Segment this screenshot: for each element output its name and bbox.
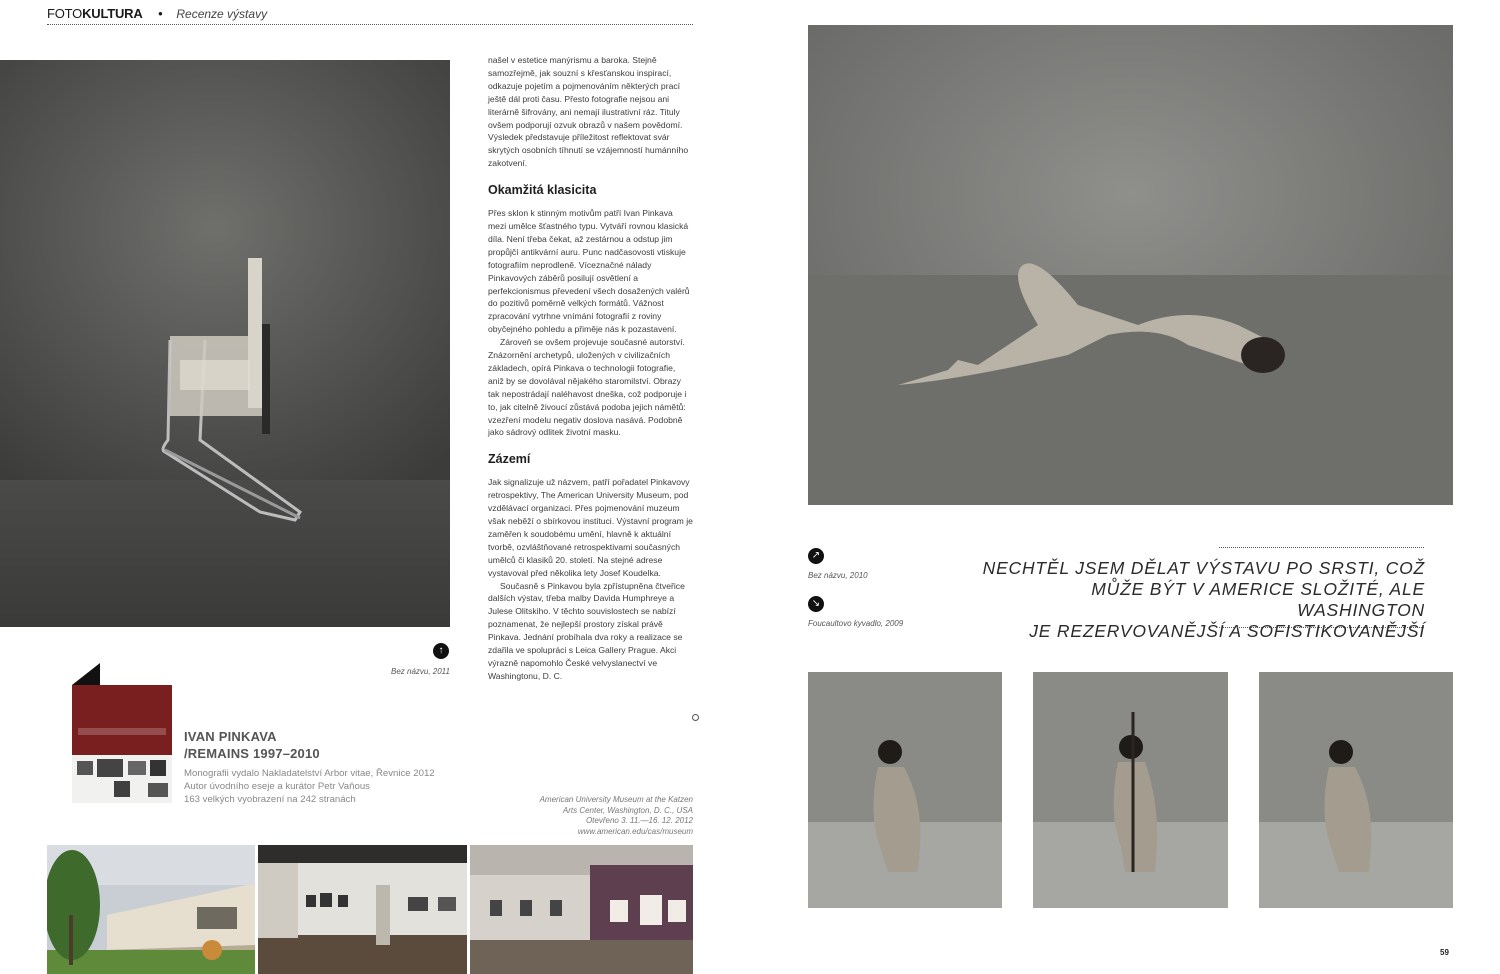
venue-line-3: Otevřeno 3. 11.—16. 12. 2012 <box>585 816 693 825</box>
reclining-caption: Bez názvu, 2010 <box>808 571 868 580</box>
header-rule <box>47 24 693 25</box>
museum-exterior-photo <box>47 845 255 974</box>
pull-quote-line-3: JE REZERVOVANĚJŠÍ A SOFISTIKOVANĚJŠÍ <box>1029 621 1425 641</box>
brand-light: FOTO <box>47 6 83 21</box>
book-title <box>184 728 320 762</box>
venue-line-1: American University Museum at the Katzen <box>539 795 693 804</box>
page-number: 59 <box>1440 948 1449 957</box>
article-paragraph: Jak signalizuje už názvem, patří pořadatel Pinkavovy retrospektivy, The American University Museum, pod vzdělávací organizaci. Přes pojmenování muzeum však neběží o sbírkovou instituci. Výstavní program je zaměřen k soudobému umění, hlavně k aktuální tvorbě, ozvláštňované retrospektivami současných umělců či klasiků 20. století. Na stejné adrese vystavoval před několika lety Josef Koudelka. <box>488 477 693 578</box>
pull-quote-line-1: NECHTĚL JSEM DĚLAT VÝSTAVU PO SRSTI, COŽ <box>982 558 1425 578</box>
article-heading: Okamžitá klasicita <box>488 183 597 198</box>
article-paragraph: Zároveň se ovšem projevuje současné autorství. Znázornění archetypů, uložených v civilizačních základech, opírá Pinkava o technologii fotografie, aniž by se dovolával nějakého staromilství. Obrazy tak nepostrádají naléhavost dneška, což podporuje i to, jak citelně živoucí zůstává podoba jejich námětů: vzezření modelu negativ doslova nasává. Podobně jako sádrový odlitek životní masku. <box>488 337 687 438</box>
quote-rule-top <box>1219 547 1424 548</box>
running-header <box>47 6 267 21</box>
triptych-caption: Foucaultovo kyvadlo, 2009 <box>808 619 904 628</box>
book-title-line-1: IVAN PINKAVA <box>184 729 277 744</box>
pull-quote-line-2: MŮŽE BÝT V AMERICE SLOŽITÉ, ALE WASHINGTON <box>1091 579 1425 620</box>
venue-info <box>520 795 693 837</box>
article-heading: Zázemí <box>488 452 531 467</box>
book-cover <box>72 663 172 803</box>
arrow-up-icon: ↑ <box>433 643 449 659</box>
book-info-publisher: Monografii vydalo Nakladatelství Arbor vitae, Řevnice 2012 <box>184 768 435 779</box>
venue-line-4: www.american.edu/cas/museum <box>577 826 693 836</box>
gallery-hall-photo <box>470 845 693 974</box>
triptych-photo-3 <box>1259 672 1453 908</box>
book-title-line-2: /REMAINS 1997–2010 <box>184 746 320 761</box>
chair-caption: Bez názvu, 2011 <box>390 667 450 676</box>
brand-bold: KULTURA <box>82 6 143 21</box>
triptych-photo-1 <box>808 672 1002 908</box>
reclining-figure-photo <box>808 25 1453 505</box>
venue-line-2: Arts Center, Washington, D. C., USA <box>562 805 693 815</box>
article-paragraph: Současně s Pinkavou byla zpřístupněna čtveřice dalších výstav, třeba malby Davida Humphreye a Julese Olitskiho. V těchto souvislostech se nabízí poznamenat, že nejlepší prostory získal právě Pinkava. Jednání probíhala dva roky a realizace se zdařila ve spolupráci s Leica Gallery Prague. Akci výrazně napomohlo České velvyslanectví ve Washingtonu, D. C. <box>488 580 685 681</box>
article-column <box>488 54 693 683</box>
quote-rule-bottom <box>1219 627 1424 628</box>
article-paragraph: našel v estetice manýrismu a baroka. Stejně samozřejmě, jak souzní s křesťanskou inspirací, odkazuje pojetím a pojmenováním některých prací ještě dál proti času. Přesto fotografie nejsou ani literárně šifrovány, ani nemají ilustrativní ráz. Tituly ovšem podporují ozvuk obrazů v našem povědomí. Výsledek představuje příležitost reflektovat svár skrytých osobních tíhnutí se vzájemností humánního zakotvení. <box>488 55 689 169</box>
book-info-pages: 163 velkých vyobrazení na 242 stranách <box>184 793 356 805</box>
arrow-down-right-icon: ↘ <box>808 596 824 612</box>
book-info-author: Autor úvodního eseje a kurátor Petr Vaňous <box>184 780 370 792</box>
pull-quote <box>980 558 1425 642</box>
triptych-photo-2 <box>1033 672 1228 908</box>
gallery-interior-photo <box>258 845 467 974</box>
end-of-article-icon <box>692 714 699 721</box>
chair-photo <box>0 60 450 627</box>
book-info <box>184 768 435 806</box>
header-separator: • <box>158 6 163 21</box>
section-name: Recenze výstavy <box>176 7 268 21</box>
arrow-up-right-icon: ↗ <box>808 548 824 564</box>
article-paragraph: Přes sklon k stinným motivům patří Ivan Pinkava mezi umělce šťastného typu. Vytváří rovnou klasická díla. Není třeba čekat, až zestárnou a odstup jim propůjčí antikvární auru. Punc nadčasovosti vtiskuje fotografiím neprodleně. Víceznačné nálady Pinkavových záběrů posilují osvětlení a perfekcionismus převedení všech dosažených valérů do pozitivů poměrně velkých formátů. Vážnost zpracování vytrhne vnímání fotografií z roviny obyčejného pohledu a přiměje nás k pozastavení. <box>488 208 690 335</box>
